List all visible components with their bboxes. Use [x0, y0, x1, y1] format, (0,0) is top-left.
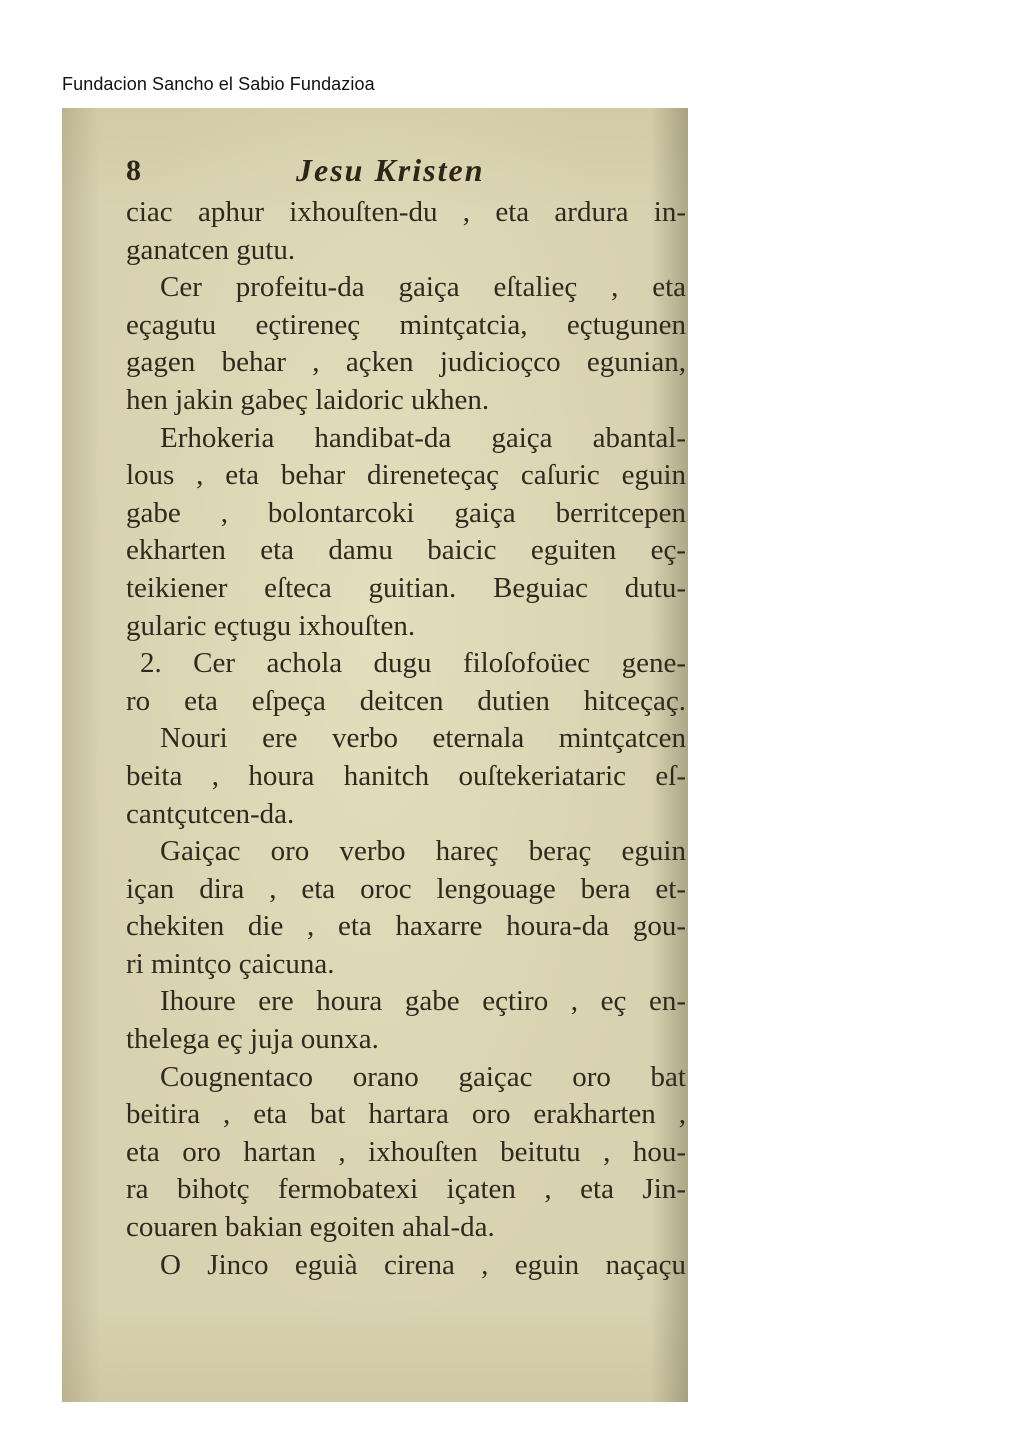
text-line: ri mintço çaicuna. — [126, 947, 335, 980]
text-line: ekharten eta damu baicic eguiten eç- — [126, 534, 686, 567]
text-line: Gaiçac oro verbo hareç beraç eguin — [160, 835, 686, 868]
text-line: ganatcen gutu. — [126, 233, 296, 266]
text-line: ro eta eſpeça deitcen dutien hitceçaç. — [126, 684, 686, 717]
text-line: Erhokeria handibat-da gaiça abantal- — [160, 421, 686, 454]
text-line: Nouri ere verbo eternala mintçatcen — [160, 722, 686, 755]
text-line: hen jakin gabeç laidoric ukhen. — [126, 383, 490, 416]
text-line: 2. Cer achola dugu filoſofoüec gene- — [140, 647, 686, 680]
text-line: chekiten die , eta haxarre houra-da gou- — [126, 910, 686, 943]
body-text — [126, 194, 686, 1284]
text-line: beita , houra hanitch ouſtekeriataric eſ- — [126, 759, 686, 792]
text-line: couaren bakian egoiten ahal-da. — [126, 1211, 495, 1244]
text-line: gabe , bolontarcoki gaiça berritcepen — [126, 496, 686, 529]
text-line: teikiener eſteca guitian. Beguiac dutu- — [126, 571, 686, 604]
text-line: Cer profeitu-da gaiça eſtalieç , eta — [160, 271, 686, 304]
text-line: gagen behar , açken judicioçco egunian, — [126, 346, 686, 379]
text-line: O Jinco eguià cirena , eguin naçaçu — [160, 1248, 686, 1281]
text-line: eçagutu eçtireneç mintçatcia, eçtugunen — [126, 308, 686, 341]
text-line: gularic eçtugu ixhouſten. — [126, 609, 416, 642]
running-title: Jesu Kristen — [296, 152, 485, 188]
text-line: cantçutcen-da. — [126, 797, 295, 830]
text-line: beitira , eta bat hartara oro erakharten , — [126, 1098, 686, 1131]
text-line: thelega eç juja ounxa. — [126, 1023, 379, 1056]
book-page-scan — [62, 108, 688, 1402]
running-head — [126, 150, 686, 194]
text-line: lous , eta behar direneteçaç caſuric eguin — [126, 459, 686, 492]
text-line: ra bihotç fermobatexi içaten , eta Jin- — [126, 1173, 686, 1206]
text-line: eta oro hartan , ixhouſten beitutu , hou- — [126, 1135, 686, 1168]
text-line: ciac aphur ixhouſten-du , eta ardura in- — [126, 196, 686, 228]
text-line: içan dira , eta oroc lengouage bera et- — [126, 872, 686, 905]
source-caption: Fundacion Sancho el Sabio Fundazioa — [62, 74, 375, 94]
text-line: Cougnentaco orano gaiçac oro bat — [160, 1060, 686, 1093]
page-number: 8 — [126, 154, 141, 187]
text-line: Ihoure ere houra gabe eçtiro , eç en- — [160, 985, 686, 1018]
